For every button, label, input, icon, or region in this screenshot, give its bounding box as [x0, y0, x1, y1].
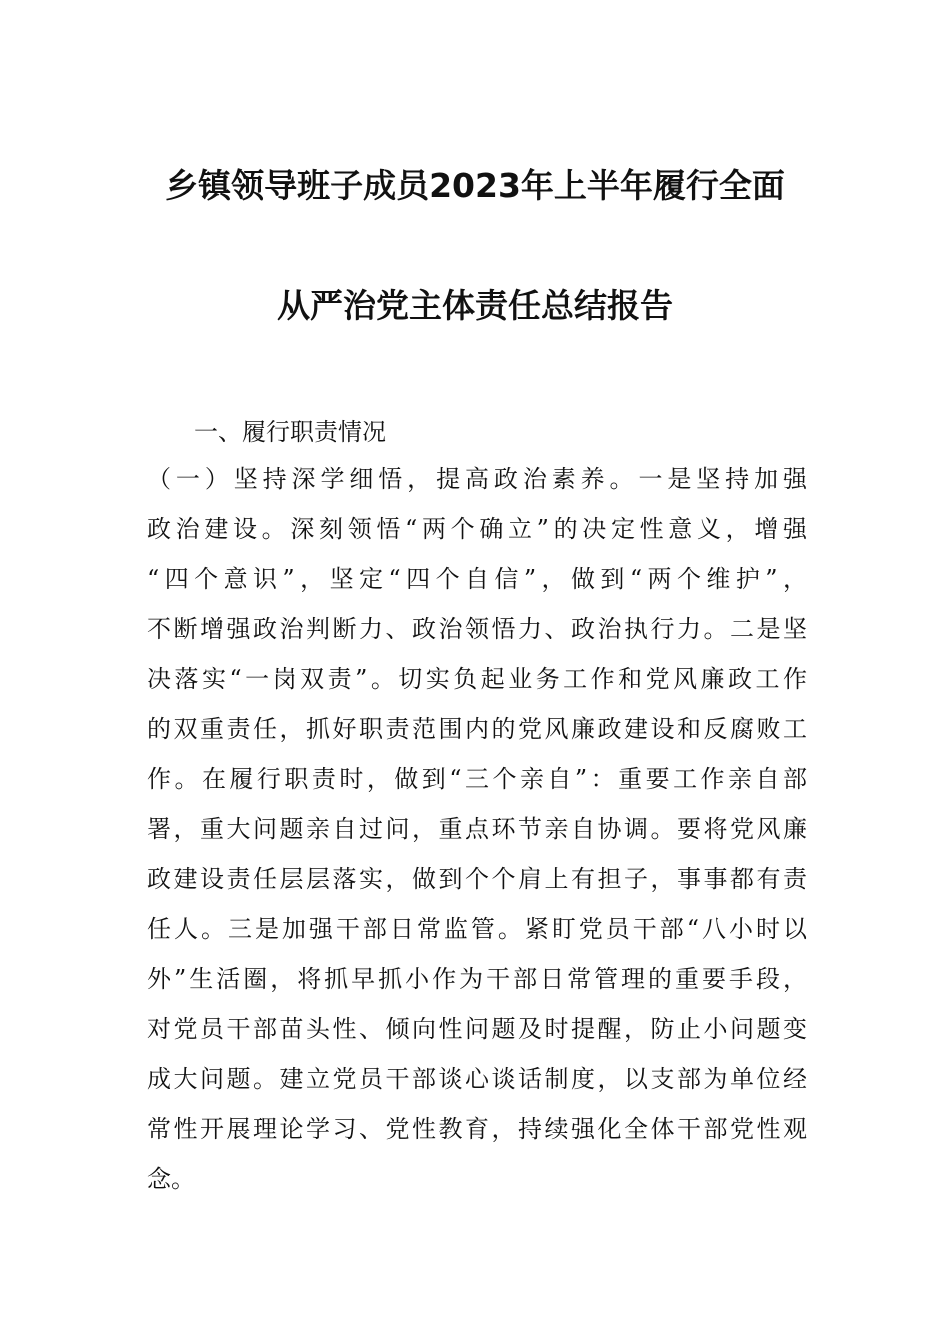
paragraph — [147, 462, 807, 1212]
paragraph-line: 成大问题。建立党员干部谈心谈话制度，以支部为单位经 — [147, 1065, 807, 1093]
paragraph-line: 任人。三是加强干部日常监管。紧盯党员干部“八小时以 — [147, 915, 807, 943]
paragraph-line: 政建设责任层层落实，做到个个肩上有担子，事事都有责 — [147, 865, 807, 893]
section-heading: 一、履行职责情况 — [194, 418, 386, 446]
title-line-1: 乡镇领导班子成员2023年上半年履行全面 — [165, 166, 785, 205]
paragraph-line: （一）坚持深学细悟，提高政治素养。一是坚持加强 — [147, 465, 807, 493]
paragraph-line: 决落实“一岗双责”。切实负起业务工作和党风廉政工作 — [147, 665, 807, 693]
paragraph-line: 署，重大问题亲自过问，重点环节亲自协调。要将党风廉 — [147, 815, 807, 843]
paragraph-line: 不断增强政治判断力、政治领悟力、政治执行力。二是坚 — [147, 615, 807, 643]
paragraph-line: 的双重责任，抓好职责范围内的党风廉政建设和反腐败工 — [147, 715, 807, 743]
paragraph-line: 常性开展理论学习、党性教育，持续强化全体干部党性观 — [147, 1115, 807, 1143]
paragraph-line: 作。在履行职责时，做到“三个亲自”：重要工作亲自部 — [147, 765, 807, 793]
paragraph-line: “四个意识”，坚定“四个自信”，做到“两个维护”， — [147, 565, 807, 593]
paragraph-line: 外”生活圈，将抓早抓小作为干部日常管理的重要手段， — [147, 965, 807, 993]
title-line-2: 从严治党主体责任总结报告 — [277, 286, 673, 325]
paragraph-line: 对党员干部苗头性、倾向性问题及时提醒，防止小问题变 — [147, 1015, 807, 1043]
paragraph-line: 政治建设。深刻领悟“两个确立”的决定性意义，增强 — [147, 515, 807, 543]
paragraph-line: 念。 — [147, 1165, 195, 1193]
